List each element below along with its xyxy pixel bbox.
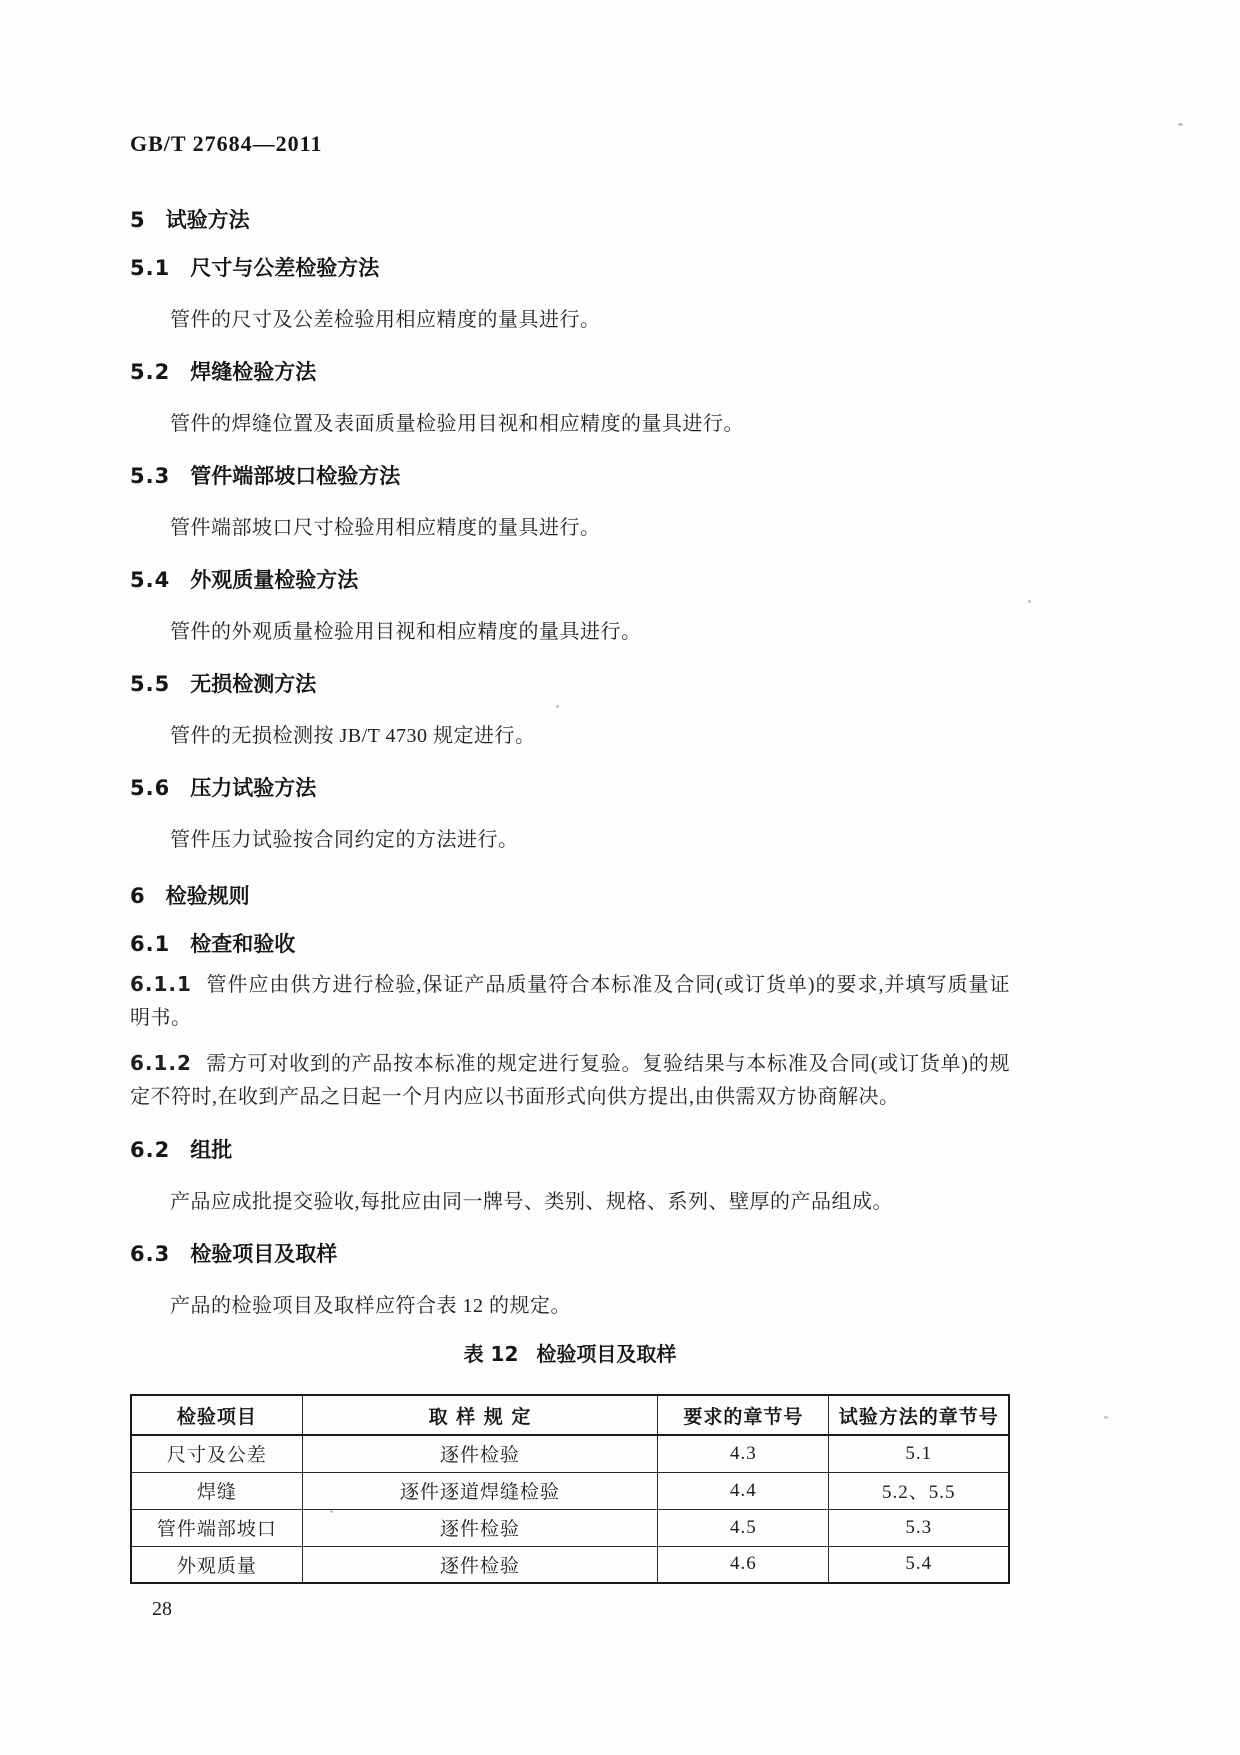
table-row bbox=[131, 1435, 1009, 1472]
heading-number: 6 bbox=[130, 884, 146, 908]
clause-heading-5.4 bbox=[130, 568, 1010, 592]
body-paragraph: 管件的焊缝位置及表面质量检验用目视和相应精度的量具进行。 bbox=[170, 413, 744, 435]
heading-title: 组批 bbox=[190, 1138, 233, 1162]
table-cell: 焊缝 bbox=[131, 1472, 302, 1509]
chapter-heading-6 bbox=[130, 884, 1010, 908]
heading-number: 5.5 bbox=[130, 672, 171, 696]
table-cell: 5.1 bbox=[829, 1435, 1009, 1472]
clause-heading-6.3 bbox=[130, 1242, 1010, 1266]
table-row bbox=[131, 1509, 1009, 1546]
scan-speck bbox=[1104, 1416, 1108, 1419]
scan-speck bbox=[1028, 600, 1031, 603]
paragraph-number: 6.1.2 bbox=[130, 1051, 192, 1075]
table-cell: 4.6 bbox=[658, 1546, 829, 1583]
heading-number: 5.6 bbox=[130, 776, 171, 800]
clause-heading-6.2 bbox=[130, 1138, 1010, 1162]
table-column-header: 试验方法的章节号 bbox=[829, 1395, 1009, 1435]
clause-heading-6.1 bbox=[130, 932, 1010, 956]
heading-title: 无损检测方法 bbox=[190, 672, 317, 696]
table-cell: 4.5 bbox=[658, 1509, 829, 1546]
table-cell: 逐件检验 bbox=[302, 1546, 658, 1583]
body-paragraph: 管件压力试验按合同约定的方法进行。 bbox=[170, 829, 519, 851]
heading-number: 5.2 bbox=[130, 360, 171, 384]
body-paragraph: 管件的无损检测按 JB/T 4730 规定进行。 bbox=[170, 725, 536, 747]
table-header bbox=[131, 1395, 1009, 1435]
table-column-header: 要求的章节号 bbox=[658, 1395, 829, 1435]
heading-number: 5.4 bbox=[130, 568, 171, 592]
table-cell: 5.4 bbox=[829, 1546, 1009, 1583]
scan-speck bbox=[1178, 123, 1183, 126]
table-header-row bbox=[131, 1395, 1009, 1435]
clause-heading-5.5 bbox=[130, 672, 1010, 696]
table-caption bbox=[130, 1342, 1010, 1366]
clause-heading-5.2 bbox=[130, 360, 1010, 384]
clause-heading-5.6 bbox=[130, 776, 1010, 800]
body-paragraph: 管件端部坡口尺寸检验用相应精度的量具进行。 bbox=[170, 517, 601, 539]
body-paragraph: 管件的尺寸及公差检验用相应精度的量具进行。 bbox=[170, 309, 601, 331]
heading-title: 焊缝检验方法 bbox=[190, 360, 317, 384]
paragraph-text: 需方可对收到的产品按本标准的规定进行复验。复验结果与本标准及合同(或订货单)的规定不符时,在收到产品之日起一个月内应以书面形式向供方提出,由供需双方协商解决。 bbox=[130, 1053, 1010, 1108]
scan-speck bbox=[556, 705, 559, 708]
table-cell: 尺寸及公差 bbox=[131, 1435, 302, 1472]
table-row bbox=[131, 1546, 1009, 1583]
table-column-header: 取 样 规 定 bbox=[302, 1395, 658, 1435]
table-cell: 管件端部坡口 bbox=[131, 1509, 302, 1546]
standard-number: GB/T 27684—2011 bbox=[130, 131, 323, 156]
table-cell: 5.3 bbox=[829, 1509, 1009, 1546]
heading-title: 试验方法 bbox=[165, 208, 250, 232]
heading-title: 检查和验收 bbox=[190, 932, 296, 956]
heading-number: 6.1 bbox=[130, 932, 171, 956]
numbered-paragraph-6.1.1 bbox=[130, 968, 1010, 1035]
heading-title: 尺寸与公差检验方法 bbox=[190, 256, 380, 280]
table-cell: 逐件逐道焊缝检验 bbox=[302, 1472, 658, 1509]
inspection-items-table bbox=[130, 1394, 1010, 1584]
table-cell: 逐件检验 bbox=[302, 1435, 658, 1472]
table-column-header: 检验项目 bbox=[131, 1395, 302, 1435]
table-cell: 4.3 bbox=[658, 1435, 829, 1472]
body-paragraph: 管件的外观质量检验用目视和相应精度的量具进行。 bbox=[170, 621, 642, 643]
body-paragraph: 产品应成批提交验收,每批应由同一牌号、类别、规格、系列、壁厚的产品组成。 bbox=[170, 1191, 893, 1213]
body-paragraph: 产品的检验项目及取样应符合表 12 的规定。 bbox=[170, 1295, 571, 1317]
table-body bbox=[131, 1435, 1009, 1583]
heading-number: 6.2 bbox=[130, 1138, 171, 1162]
heading-number: 6.3 bbox=[130, 1242, 171, 1266]
heading-title: 检验项目及取样 bbox=[190, 1242, 338, 1266]
table-cell: 4.4 bbox=[658, 1472, 829, 1509]
heading-number: 5 bbox=[130, 208, 146, 232]
chapter-heading-5 bbox=[130, 208, 1010, 232]
table-cell: 5.2、5.5 bbox=[829, 1472, 1009, 1509]
table-caption-title: 检验项目及取样 bbox=[536, 1342, 677, 1366]
table-cell: 逐件检验 bbox=[302, 1509, 658, 1546]
paragraph-number: 6.1.1 bbox=[130, 972, 192, 996]
numbered-paragraph-6.1.2 bbox=[130, 1047, 1010, 1114]
heading-title: 外观质量检验方法 bbox=[190, 568, 359, 592]
document-body bbox=[130, 208, 1010, 1322]
heading-number: 5.1 bbox=[130, 256, 171, 280]
heading-number: 5.3 bbox=[130, 464, 171, 488]
clause-heading-5.1 bbox=[130, 256, 1010, 280]
page-number: 28 bbox=[152, 1598, 172, 1620]
table-row bbox=[131, 1472, 1009, 1509]
paragraph-text: 管件应由供方进行检验,保证产品质量符合本标准及合同(或订货单)的要求,并填写质量证明书。 bbox=[130, 974, 1010, 1029]
heading-title: 管件端部坡口检验方法 bbox=[190, 464, 401, 488]
clause-heading-5.3 bbox=[130, 464, 1010, 488]
heading-title: 压力试验方法 bbox=[190, 776, 317, 800]
table-cell: 外观质量 bbox=[131, 1546, 302, 1583]
heading-title: 检验规则 bbox=[165, 884, 250, 908]
scan-speck bbox=[330, 1510, 333, 1513]
table-caption-label: 表 12 bbox=[463, 1342, 519, 1366]
